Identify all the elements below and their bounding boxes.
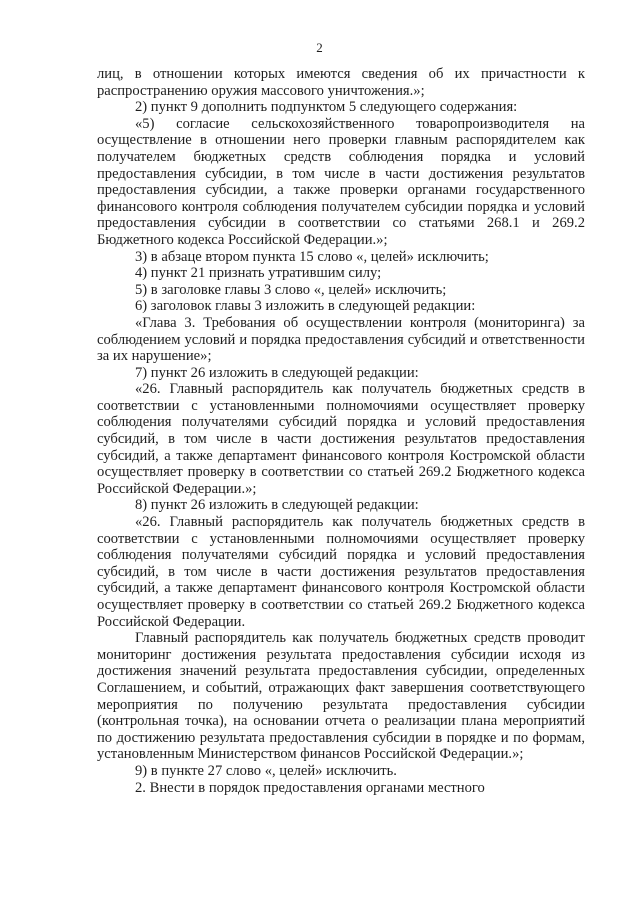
paragraph-subitem-5-quote: «5) согласие сельскохозяйственного товаропроизводителя на осуществление в отношении него проверки главным распорядителем как получателем бюджетных средств соблюдения порядка и условий предоставления субсидии, в том числе в части достижения результатов предоставления субсидии, а также проверки органами государственного финансового контроля соблюдения получателем субсидии порядка и условий предоставления субсидии в соответствии со статьями 268.1 и 269.2 Бюджетного кодекса Российской Федерации.»; <box>97 115 585 248</box>
paragraph-monitoring: Главный распорядитель как получатель бюджетных средств проводит мониторинг достижения результата предоставления субсидии исходя из достижения значений результата предоставления субсидии, определенных Соглашением, и событий, отражающих факт завершения соответствующего мероприятия по получению результата предоставления субсидии (контрольная точка), на основании отчета о реализации плана мероприятий по достижению результата предоставления субсидии в порядке и по формам, установленным Министерством финансов Российской Федерации.»; <box>97 630 585 763</box>
page-number: 2 <box>316 40 323 55</box>
paragraph-item-5: 5) в заголовке главы 3 слово «, целей» исключить; <box>135 281 447 298</box>
paragraph-item-4: 4) пункт 21 признать утратившим силу; <box>135 265 382 282</box>
paragraph-item-26-quote-b: «26. Главный распорядитель как получатель бюджетных средств в соответствии с установленными полномочиями осуществляет проверку соблюдения получателями субсидий порядка и условий предоставления субсидий, в том числе в части достижения результатов предоставления субсидий, а также департамент финансового контроля Костромской области осуществляет проверку в соответствии со статьей 269.2 Бюджетного кодекса Российской Федерации. <box>97 514 585 630</box>
paragraph-item-6: 6) заголовок главы 3 изложить в следующей редакции: <box>135 298 476 315</box>
paragraph-continuation: лиц, в отношении которых имеются сведения об их причастности к распространению оружия массового уничтожения.»; <box>97 66 585 99</box>
paragraph-chapter-3-quote: «Глава 3. Требования об осуществлении контроля (мониторинга) за соблюдением условий и порядка предоставления субсидий и ответственности за их нарушение»; <box>97 314 585 365</box>
paragraph-item-26-quote-a: «26. Главный распорядитель как получатель бюджетных средств в соответствии с установленными полномочиями осуществляет проверку соблюдения получателями субсидий порядка и условий предоставления субсидий, в том числе в части достижения результатов предоставления субсидий, а также департамент финансового контроля Костромской области осуществляет проверку в соответствии со статьей 269.2 Бюджетного кодекса Российской Федерации.»; <box>97 381 585 497</box>
document-body <box>97 66 585 796</box>
paragraph-item-2: 2) пункт 9 дополнить подпунктом 5 следующего содержания: <box>135 99 518 116</box>
paragraph-item-7: 7) пункт 26 изложить в следующей редакции: <box>135 364 419 381</box>
paragraph-item-3: 3) в абзаце втором пункта 15 слово «, целей» исключить; <box>135 248 489 265</box>
paragraph-section-2: 2. Внести в порядок предоставления органами местного <box>135 779 485 796</box>
paragraph-item-8: 8) пункт 26 изложить в следующей редакции: <box>135 497 419 514</box>
paragraph-item-9: 9) в пункте 27 слово «, целей» исключить. <box>135 762 397 779</box>
